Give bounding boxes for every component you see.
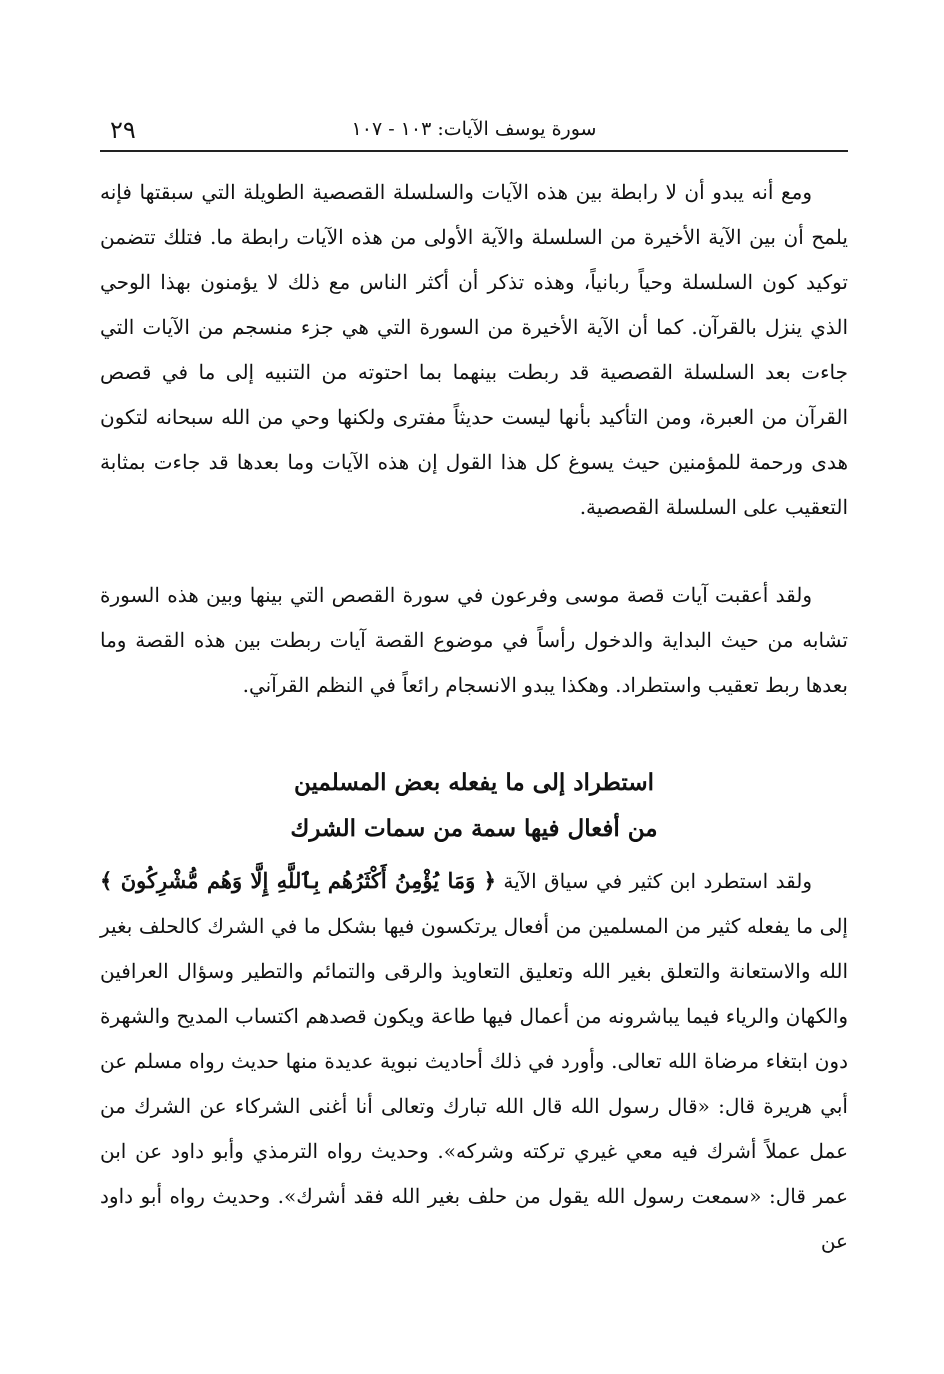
heading-line-2: من أفعال فيها سمة من سمات الشرك: [290, 815, 658, 842]
paragraph-lead: ولقد استطرد ابن كثير في سياق الآية: [503, 869, 812, 893]
paragraph-1: [100, 170, 848, 530]
heading-line-1: استطراد إلى ما يفعله بعض المسلمين: [293, 769, 655, 796]
paragraph-text: ومع أنه يبدو أن لا رابطة بين هذه الآيات والسلسلة القصصية الطويلة التي سبقتها فإنه يلمح أن بين الآية الأخيرة من السلسلة والآية الأولى من هذه الآيات رابطة ما. فتلك تتضمن توكيد كون السلسلة وحياً ربانياً، وهذه تذكر أن أكثر الناس مع ذلك لا يؤمنون بهذا الوحي الذي ينزل بالقرآن. كما أن الآية الأخيرة من السورة التي هي جزء منسجم من الآيات التي جاءت بعد السلسلة القصصية قد ربطت بينهما بما احتوته من التنبيه إلى ما في قصص القرآن من العبرة، ومن التأكيد بأنها ليست حديثاً مفترى ولكنها وحي من الله سبحانه لتكون هدى ورحمة للمؤمنين حيث يسوغ كل هذا القول إن هذه الآيات وما بعدها قد جاءت بمثابة التعقيب على السلسلة القصصية.: [100, 180, 848, 519]
running-title: سورة يوسف الآيات: ١٠٣ - ١٠٧: [351, 118, 597, 140]
quran-verse: ﴿ وَمَا يُؤْمِنُ أَكْثَرُهُم بِٱللَّهِ إِلَّا وَهُم مُّشْرِكُونَ ﴾: [100, 868, 496, 893]
paragraph-text: ولقد أعقبت آيات قصة موسى وفرعون في سورة القصص التي بينها وبين هذه السورة تشابه من حيث البداية والدخول رأساً في موضوع القصة آيات ربطت بين هذه القصة وما بعدها ربط تعقيب واستطراد. وهكذا يبدو الانسجام رائعاً في النظم القرآني.: [100, 583, 848, 697]
page-header: [100, 112, 848, 152]
paragraph-rest: إلى ما يفعله كثير من المسلمين من أفعال يرتكسون فيها بشكل ما في الشرك كالحلف بغير الله والاستعانة والتعلق بغير الله وتعليق التعاويذ والرقى والتمائم والتطير وسؤال العرافين والكهان والرياء فيما يباشرونه من أعمال فيها طاعة ويكون قصدهم اكتساب المديح والشهرة دون ابتغاء مرضاة الله تعالى. وأورد في ذلك أحاديث نبوية عديدة منها حديث رواه مسلم عن أبي هريرة قال: «قال رسول الله قال الله تبارك وتعالى أنا أغنى الشركاء عن الشرك من عمل عملاً أشرك فيه معي غيري تركته وشركه». وحديث رواه الترمذي وأبو داود عن ابن عمر قال: «سمعت رسول الله يقول من حلف بغير الله فقد أشرك». وحديث رواه أبو داود عن: [100, 914, 849, 1253]
paragraph-3: [100, 858, 848, 1264]
page-number: ٢٩: [110, 116, 136, 144]
paragraph-2: [100, 573, 848, 708]
paragraph-text: [100, 858, 848, 1264]
section-heading: [100, 760, 848, 852]
